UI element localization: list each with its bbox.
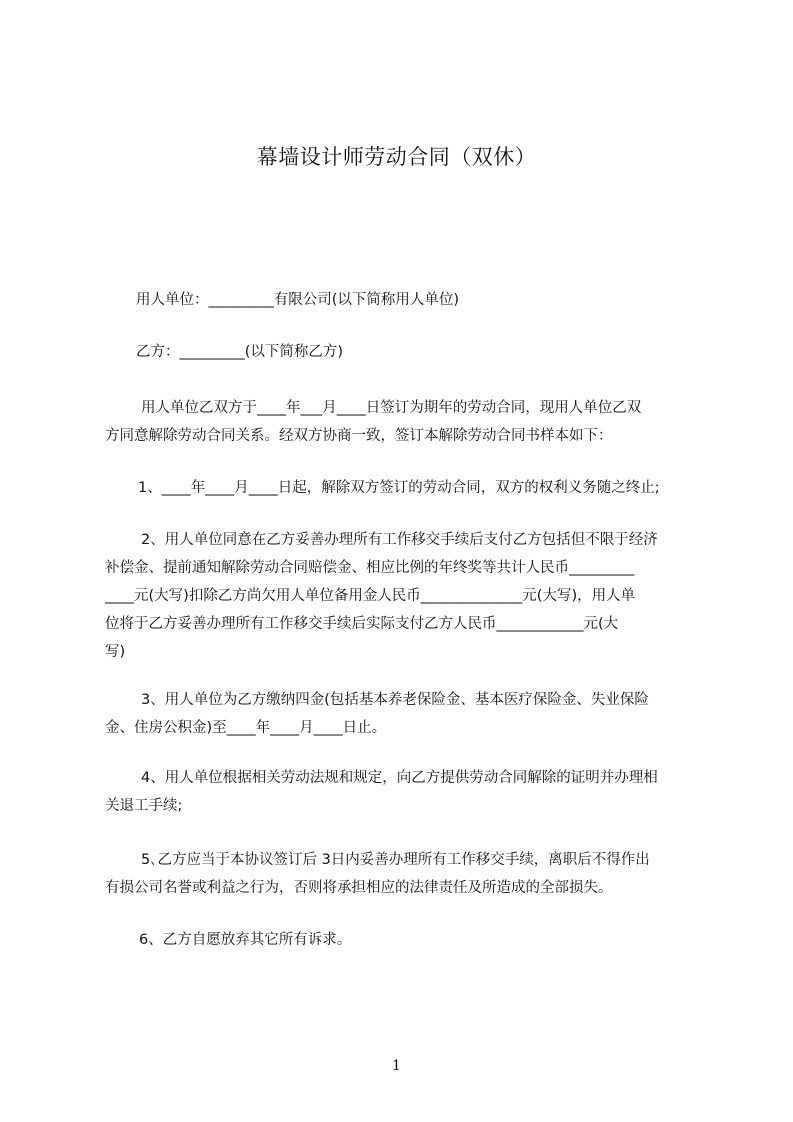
clause-5 bbox=[105, 846, 715, 902]
clause-line: 金、住房公积金)至____年____月____日止。 bbox=[105, 720, 387, 736]
clause-line: 2、用人单位同意在乙方妥善办理所有工作移交手续后支付乙方包括但不限于经济 bbox=[141, 532, 658, 548]
clause-line: 补偿金、提前通知解除劳动合同赔偿金、相应比例的年终奖等共计人民币_________ bbox=[105, 560, 635, 576]
intro-line: 用人单位乙双方于____年___月____日签订为期年的劳动合同，现用人单位乙双 bbox=[141, 400, 642, 416]
clause-line: 关退工手续; bbox=[105, 798, 183, 814]
clause-line: 有损公司名誉或利益之行为，否则将承担相应的法律责任及所造成的全部损失。 bbox=[105, 880, 613, 896]
intro-line: 方同意解除劳动合同关系。经双方协商一致，签订本解除劳动合同书样本如下： bbox=[105, 428, 613, 444]
clause-line: ____元(大写)扣除乙方尚欠用人单位备用金人民币______________元(大写)，用人单 bbox=[105, 588, 636, 604]
clause-line: 位将于乙方妥善办理所有工作移交手续后实际支付乙方人民币____________元(大 bbox=[105, 616, 619, 632]
clause-6 bbox=[139, 926, 749, 954]
page-number: 1 bbox=[392, 1058, 401, 1074]
clause-line: 写) bbox=[105, 644, 126, 660]
clause-line: 5､乙方应当于本协议签订后 3日内妥善办理所有工作移交手续，离职后不得作出 bbox=[141, 852, 650, 868]
intro-paragraph bbox=[105, 394, 715, 450]
clause-1 bbox=[138, 474, 748, 502]
party-b-text: 乙方：_________(以下简称乙方) bbox=[136, 344, 344, 360]
clause-line: 4、用人单位根据相关劳动法规和规定，向乙方提供劳动合同解除的证明并办理相 bbox=[141, 770, 658, 786]
clause-line: 1、____年____月____日起，解除双方签订的劳动合同，双方的权利义务随之终止; bbox=[138, 480, 660, 496]
clause-2 bbox=[105, 526, 715, 666]
clause-4 bbox=[105, 764, 715, 820]
employer-text: 用人单位：_________有限公司(以下简称用人单位) bbox=[136, 292, 460, 308]
party-b-line bbox=[136, 338, 746, 366]
clause-line: 3、用人单位为乙方缴纳四金(包括基本养老保险金、基本医疗保险金、失业保险 bbox=[141, 692, 649, 708]
document-title: 幕墙设计师劳动合同（双休） bbox=[256, 145, 537, 169]
clause-3 bbox=[105, 686, 715, 742]
clause-line: 6、乙方自愿放弃其它所有诉求。 bbox=[139, 932, 352, 948]
employer-line bbox=[136, 286, 746, 314]
